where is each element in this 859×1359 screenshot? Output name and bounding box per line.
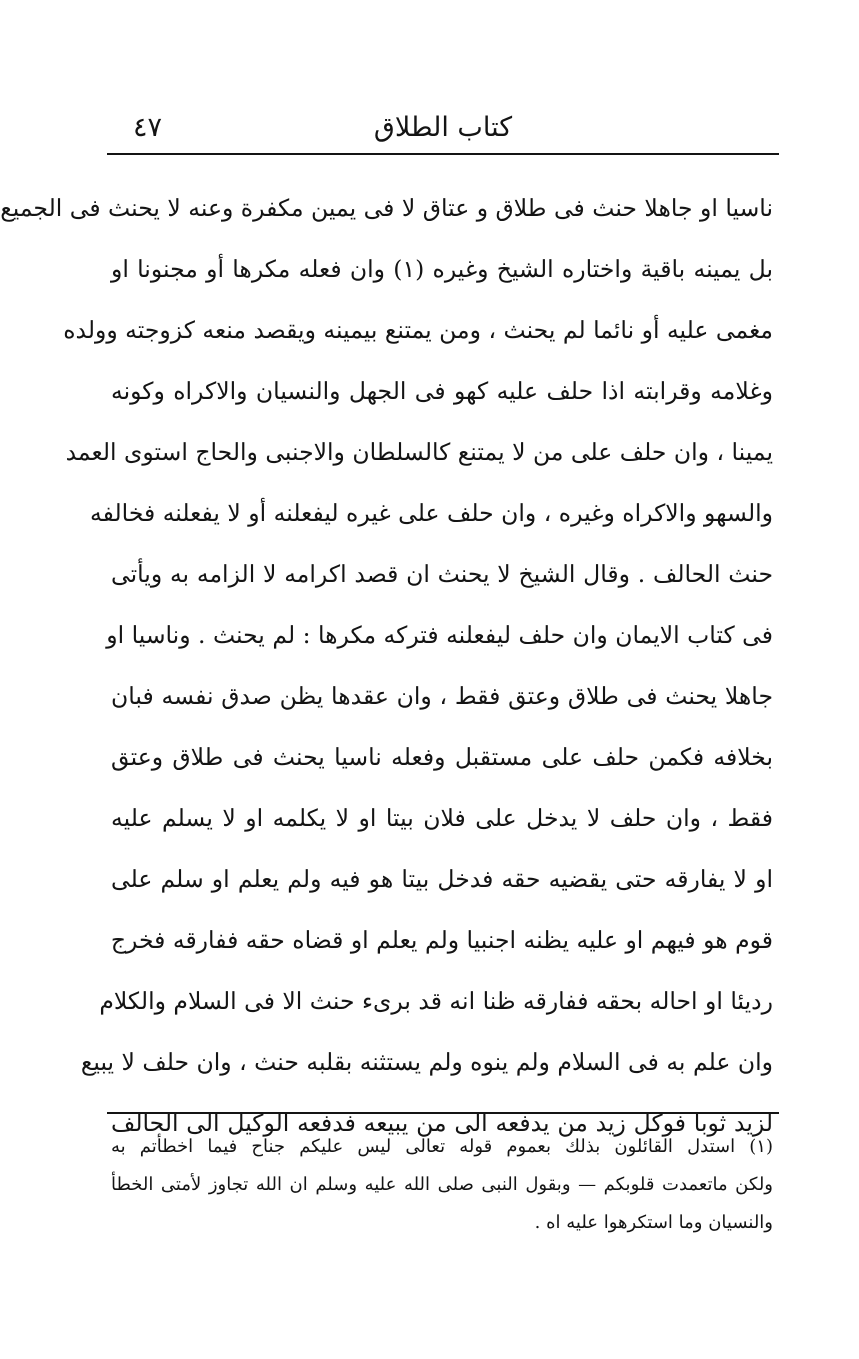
footnote-divider <box>107 1112 779 1114</box>
text-line: حنث الحالف . وقال الشيخ لا يحنث ان قصد اكرامه لا الزامه به ويأتى <box>111 560 773 588</box>
text-line: فى كتاب الايمان وان حلف ليفعلنه فتركه مكرها : لم يحنث . وناسيا او <box>106 621 773 649</box>
text-line: وان علم به فى السلام ولم ينوه ولم يستثنه بقلبه حنث ، وان حلف لا يبيع <box>80 1048 773 1076</box>
text-line: بخلافه فكمن حلف على مستقبل وفعله ناسيا يحنث فى طلاق وعتق <box>111 743 773 771</box>
book-title: كتاب الطلاق <box>373 112 513 143</box>
footnote-line: (١) استدل القائلون بذلك بعموم قوله تعالى ليس عليكم جناح فيما اخطأتم به <box>111 1136 773 1157</box>
page-header <box>107 108 779 156</box>
text-line: بل يمينه باقية واختاره الشيخ وغيره (١) وان فعله مكرها أو مجنونا او <box>111 255 773 283</box>
text-line: لزيد ثوبا فوكل زيد من يدفعه الى من يبيعه فدفعه الوكيل الى الحالف <box>111 1109 773 1137</box>
text-line: مغمى عليه أو نائما لم يحنث ، ومن يمتنع بيمينه ويقصد منعه كزوجته وولده <box>63 316 773 344</box>
footnote-line: والنسيان وما استكرهوا عليه اه . <box>534 1212 773 1233</box>
main-text <box>0 178 773 1154</box>
text-line: وغلامه وقرابته اذا حلف عليه كهو فى الجهل والنسيان والاكراه وكونه <box>111 377 773 405</box>
page-number: ٤٧ <box>133 112 163 143</box>
footnote-line: ولكن ماتعمدت قلوبكم — وبقول النبى صلى الله عليه وسلم ان الله تجاوز لأمتى الخطأ <box>111 1174 773 1195</box>
text-line: يمينا ، وان حلف على من لا يمتنع كالسلطان والاجنبى والحاج استوى العمد <box>65 438 773 466</box>
footnotes <box>111 1128 773 1242</box>
text-line: فقط ، وان حلف لا يدخل على فلان بيتا او لا يكلمه او لا يسلم عليه <box>111 804 773 832</box>
text-line: والسهو والاكراه وغيره ، وان حلف على غيره ليفعلنه أو لا يفعلنه فخالفه <box>90 499 773 527</box>
text-line: رديئا او احاله بحقه ففارقه ظنا انه قد برىء حنث الا فى السلام والكلام <box>99 987 773 1015</box>
text-line: ناسيا او جاهلا حنث فى طلاق و عتاق لا فى يمين مكفرة وعنه لا يحنث فى الجميع <box>0 194 773 222</box>
text-line: قوم هو فيهم او عليه يظنه اجنبيا ولم يعلم او قضاه حقه ففارقه فخرج <box>110 926 773 954</box>
text-line: جاهلا يحنث فى طلاق وعتق فقط ، وان عقدها يظن صدق نفسه فبان <box>111 682 773 710</box>
header-divider <box>107 153 779 155</box>
text-line: او لا يفارقه حتى يقضيه حقه فدخل بيتا هو فيه ولم يعلم او سلم على <box>111 865 773 893</box>
